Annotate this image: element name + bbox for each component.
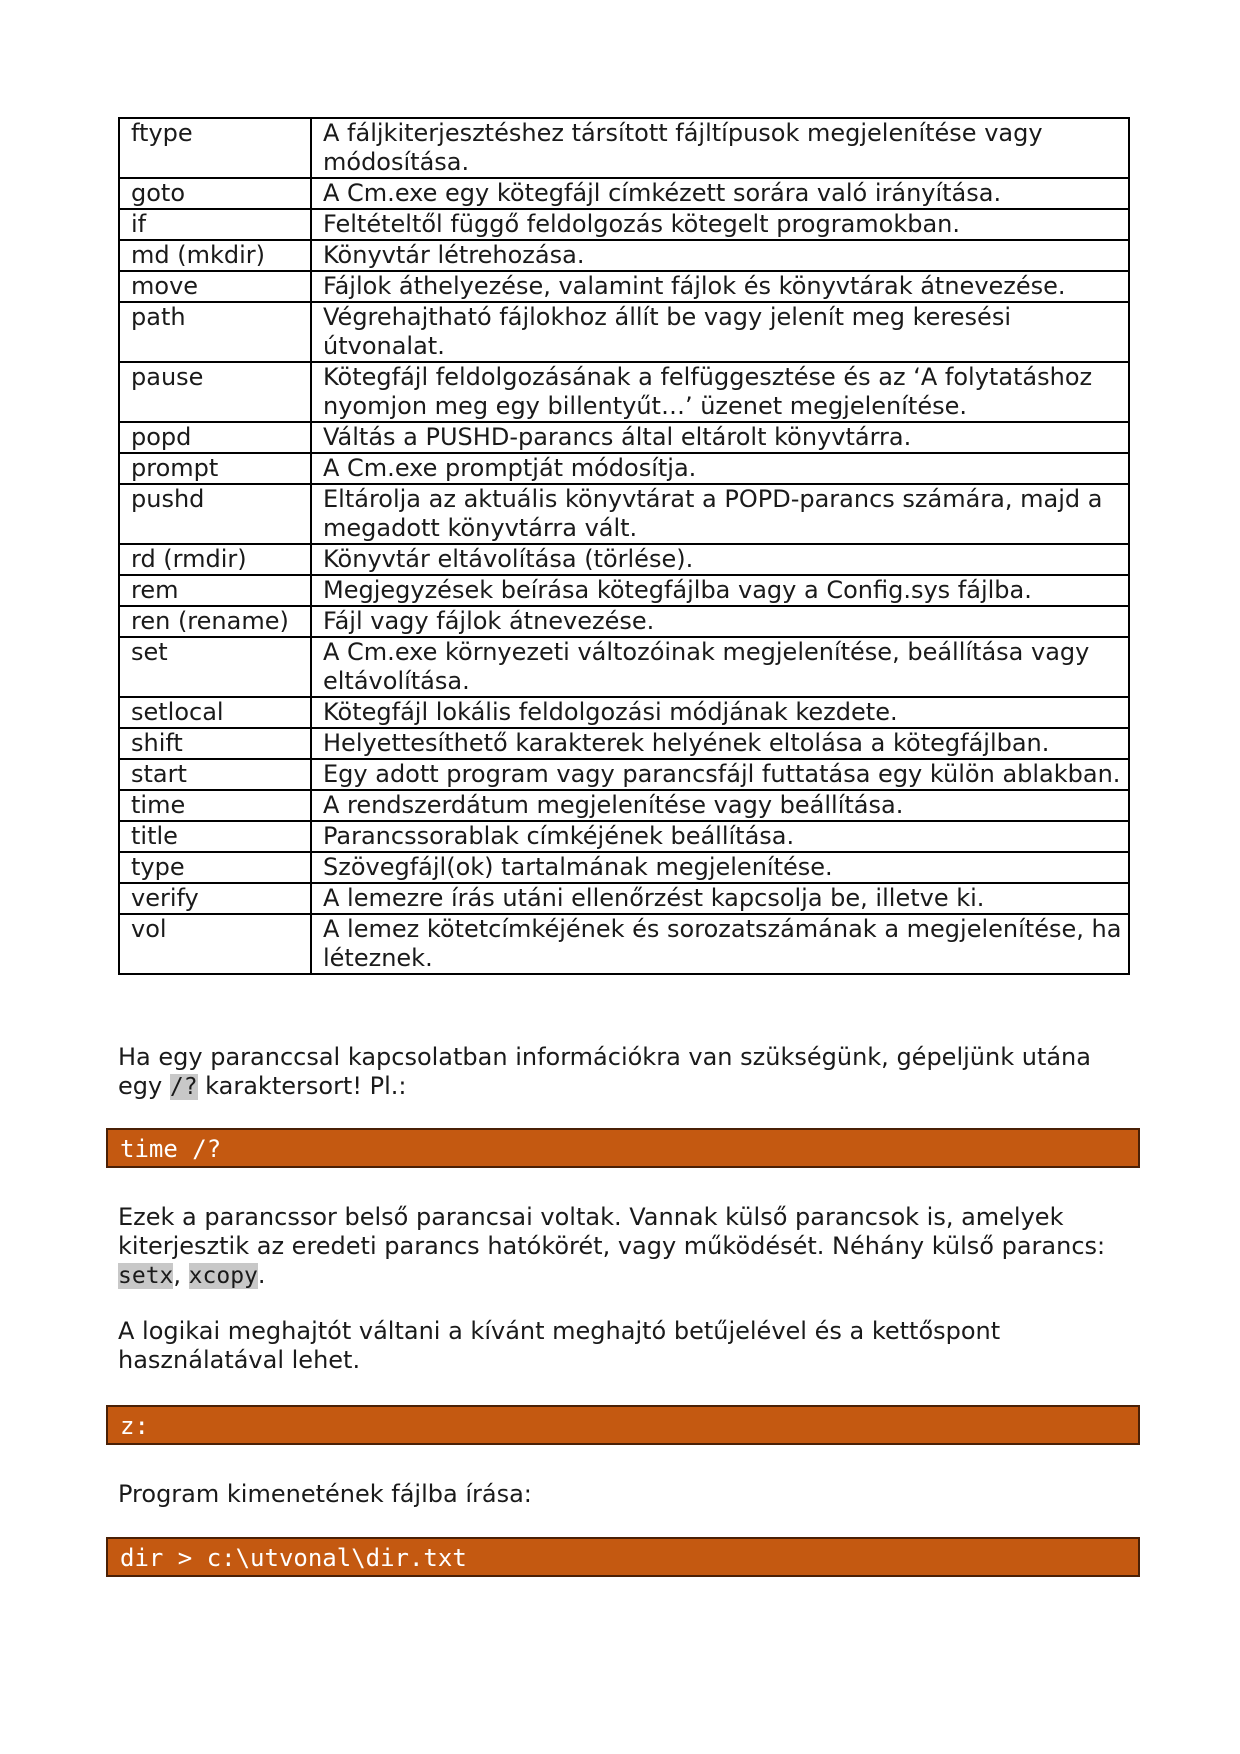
- command-name-cell: pause: [119, 362, 311, 422]
- command-name-cell: title: [119, 821, 311, 852]
- command-name-cell: setlocal: [119, 697, 311, 728]
- command-description-cell: Helyettesíthető karakterek helyének eltolása a kötegfájlban.: [311, 728, 1129, 759]
- table-row: [119, 484, 1129, 544]
- table-row: [119, 240, 1129, 271]
- command-name-cell: start: [119, 759, 311, 790]
- table-row: [119, 697, 1129, 728]
- command-description-cell: A Cm.exe környezeti változóinak megjelenítése, beállítása vagy eltávolítása.: [311, 637, 1129, 697]
- code-block-drive: z:: [106, 1405, 1140, 1445]
- external-commands-paragraph: [118, 1203, 1128, 1291]
- drive-paragraph: A logikai meghajtót váltani a kívánt meghajtó betűjelével és a kettőspont használatával lehet.: [118, 1317, 1001, 1374]
- command-description-cell: Megjegyzések beírása kötegfájlba vagy a Config.sys fájlba.: [311, 575, 1129, 606]
- table-row: [119, 790, 1129, 821]
- command-name-cell: type: [119, 852, 311, 883]
- command-description-cell: Kötegfájl lokális feldolgozási módjának kezdete.: [311, 697, 1129, 728]
- external-separator: ,: [173, 1261, 189, 1289]
- table-row: [119, 883, 1129, 914]
- command-name-cell: ren (rename): [119, 606, 311, 637]
- table-row: [119, 606, 1129, 637]
- command-name-cell: time: [119, 790, 311, 821]
- command-name-cell: path: [119, 302, 311, 362]
- table-row: [119, 453, 1129, 484]
- command-name-cell: goto: [119, 178, 311, 209]
- command-description-cell: Végrehajtható fájlokhoz állít be vagy jelenít meg keresési útvonalat.: [311, 302, 1129, 362]
- command-description-cell: A fáljkiterjesztéshez társított fájltípusok megjelenítése vagy módosítása.: [311, 118, 1129, 178]
- code-block-time: time /?: [106, 1128, 1140, 1168]
- table-row: [119, 422, 1129, 453]
- command-description-cell: A rendszerdátum megjelenítése vagy beállítása.: [311, 790, 1129, 821]
- command-name-cell: if: [119, 209, 311, 240]
- command-description-cell: A lemez kötetcímkéjének és sorozatszámának a megjelenítése, ha léteznek.: [311, 914, 1129, 974]
- table-row: [119, 302, 1129, 362]
- table-row: [119, 914, 1129, 974]
- command-description-cell: A Cm.exe promptját módosítja.: [311, 453, 1129, 484]
- table-row: [119, 544, 1129, 575]
- command-name-cell: shift: [119, 728, 311, 759]
- code-block-dir: dir > c:\utvonal\dir.txt: [106, 1537, 1140, 1577]
- command-table-body: [119, 118, 1129, 974]
- inline-code-xcopy: xcopy: [188, 1263, 258, 1289]
- help-text-after: karaktersort! Pl.:: [197, 1072, 407, 1100]
- table-row: [119, 637, 1129, 697]
- table-row: [119, 759, 1129, 790]
- command-description-cell: Könyvtár létrehozása.: [311, 240, 1129, 271]
- command-name-cell: verify: [119, 883, 311, 914]
- table-row: [119, 852, 1129, 883]
- output-paragraph: Program kimenetének fájlba írása:: [118, 1480, 532, 1508]
- command-name-cell: rd (rmdir): [119, 544, 311, 575]
- command-name-cell: move: [119, 271, 311, 302]
- help-paragraph: [118, 1043, 1128, 1102]
- table-row: [119, 575, 1129, 606]
- command-name-cell: rem: [119, 575, 311, 606]
- table-row: [119, 209, 1129, 240]
- table-row: [119, 178, 1129, 209]
- table-row: [119, 118, 1129, 178]
- command-name-cell: popd: [119, 422, 311, 453]
- command-name-cell: prompt: [119, 453, 311, 484]
- help-text-before: Ha egy paranccsal kapcsolatban információkra van szükségünk, gépeljünk utána egy: [118, 1043, 1091, 1100]
- command-description-cell: Feltételtől függő feldolgozás kötegelt programokban.: [311, 209, 1129, 240]
- command-name-cell: ftype: [119, 118, 311, 178]
- command-description-cell: Könyvtár eltávolítása (törlése).: [311, 544, 1129, 575]
- command-name-cell: pushd: [119, 484, 311, 544]
- command-description-cell: Fájlok áthelyezése, valamint fájlok és könyvtárak átnevezése.: [311, 271, 1129, 302]
- command-description-cell: Eltárolja az aktuális könyvtárat a POPD-parancs számára, majd a megadott könyvtárra vált.: [311, 484, 1129, 544]
- inline-code-setx: setx: [118, 1263, 174, 1289]
- external-text-before: Ezek a parancssor belső parancsai voltak. Vannak külső parancsok is, amelyek kiterjesztik az eredeti parancs hatókörét, vagy működését. Néhány külső parancs:: [118, 1203, 1106, 1260]
- table-row: [119, 271, 1129, 302]
- table-row: [119, 821, 1129, 852]
- command-description-cell: A lemezre írás utáni ellenőrzést kapcsolja be, illetve ki.: [311, 883, 1129, 914]
- command-name-cell: vol: [119, 914, 311, 974]
- command-description-cell: A Cm.exe egy kötegfájl címkézett sorára való irányítása.: [311, 178, 1129, 209]
- command-description-cell: Egy adott program vagy parancsfájl futtatása egy külön ablakban.: [311, 759, 1129, 790]
- table-row: [119, 728, 1129, 759]
- command-description-cell: Váltás a PUSHD-parancs által eltárolt könyvtárra.: [311, 422, 1129, 453]
- command-description-cell: Fájl vagy fájlok átnevezése.: [311, 606, 1129, 637]
- table-row: [119, 362, 1129, 422]
- command-name-cell: set: [119, 637, 311, 697]
- command-name-cell: md (mkdir): [119, 240, 311, 271]
- help-inline-code: /?: [169, 1074, 198, 1100]
- command-description-cell: Kötegfájl feldolgozásának a felfüggesztése és az ‘A folytatáshoz nyomjon meg egy billentyűt…’ üzenet megjelenítése.: [311, 362, 1129, 422]
- command-description-cell: Parancssorablak címkéjének beállítása.: [311, 821, 1129, 852]
- command-table: [118, 117, 1130, 975]
- external-text-after: .: [257, 1261, 266, 1289]
- command-description-cell: Szövegfájl(ok) tartalmának megjelenítése.: [311, 852, 1129, 883]
